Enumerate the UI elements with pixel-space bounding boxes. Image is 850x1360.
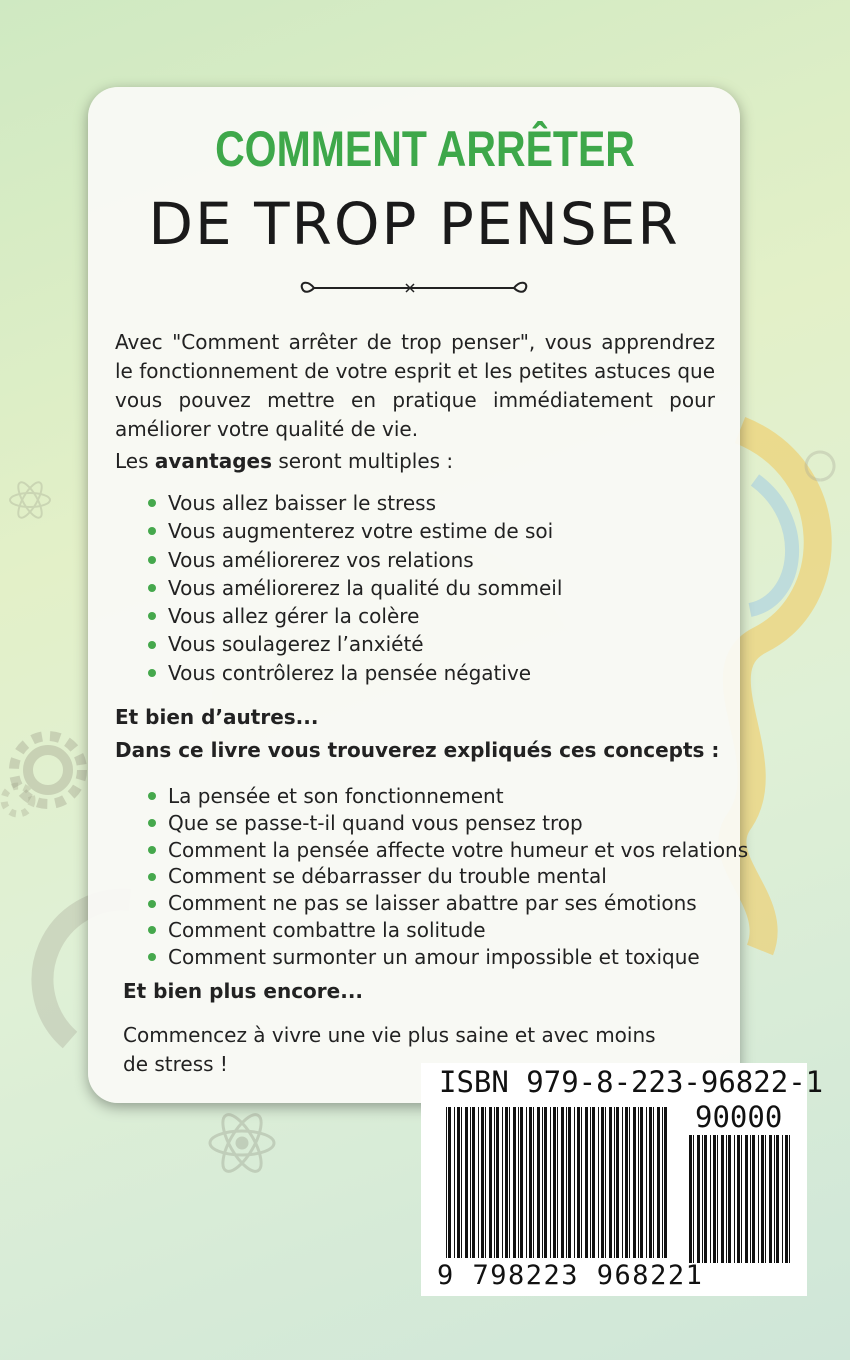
list-item: Vous allez gérer la colère	[148, 602, 562, 630]
barcode-bar	[553, 1107, 556, 1258]
barcode-bar	[726, 1135, 727, 1263]
barcode-bar	[537, 1107, 540, 1258]
barcode-bar	[750, 1135, 751, 1263]
barcode-bar	[601, 1107, 604, 1258]
barcode-bar	[529, 1107, 532, 1258]
barcode-bar	[513, 1107, 516, 1258]
list-item: Comment combattre la solitude	[148, 917, 748, 944]
barcode-bar	[616, 1107, 619, 1258]
barcode-bar	[697, 1135, 700, 1263]
barcode-bar	[481, 1107, 484, 1258]
barcode-bar	[609, 1107, 612, 1258]
ornament-divider	[300, 276, 528, 300]
price-code: 90000	[695, 1100, 783, 1134]
barcode-bar	[496, 1107, 499, 1258]
atom-icon	[210, 1109, 274, 1176]
barcode-bar	[646, 1107, 647, 1258]
barcode-bar	[785, 1135, 788, 1263]
barcode-bar	[745, 1135, 748, 1263]
list-item: Comment la pensée affecte votre humeur et vos relations	[148, 837, 748, 864]
barcode-bar	[470, 1107, 471, 1258]
barcode-bar	[544, 1107, 547, 1258]
barcode-bar	[485, 1107, 486, 1258]
barcode-bar	[653, 1107, 654, 1258]
barcode-bar	[640, 1107, 643, 1258]
list-item: Comment ne pas se laisser abattre par ses émotions	[148, 890, 748, 917]
concepts-list	[148, 783, 748, 971]
barcode-bar	[478, 1107, 479, 1258]
barcode-bar	[664, 1107, 667, 1258]
barcode-bar	[502, 1107, 503, 1258]
list-item: Comment surmonter un amour impossible et toxique	[148, 944, 748, 971]
barcode-bar	[592, 1107, 595, 1258]
barcode-bar	[629, 1107, 630, 1258]
barcode-bar	[741, 1135, 742, 1263]
barcode-bar	[717, 1135, 718, 1263]
barcode-bar	[614, 1107, 615, 1258]
barcode-bar	[581, 1107, 582, 1258]
barcode-bar	[605, 1107, 606, 1258]
barcode-bar	[693, 1135, 694, 1263]
and-more-text: Et bien d’autres...	[115, 705, 319, 729]
barcode-bar	[448, 1107, 451, 1258]
barcode-bar	[737, 1135, 740, 1263]
list-item: La pensée et son fonctionnement	[148, 783, 748, 810]
barcode-bar	[520, 1107, 523, 1258]
barcode-bar	[454, 1107, 455, 1258]
barcode-bar	[721, 1135, 724, 1263]
concepts-heading: Dans ce livre vous trouverez expliqués ces concepts :	[115, 738, 720, 762]
barcode-bar	[542, 1107, 543, 1258]
list-item: Que se passe-t-il quand vous pensez trop	[148, 810, 748, 837]
advantages-intro	[115, 449, 453, 473]
barcode-bar	[633, 1107, 636, 1258]
barcode-bar	[472, 1107, 475, 1258]
much-more-text: Et bien plus encore...	[123, 979, 364, 1003]
closing-paragraph: Commencez à vivre une vie plus saine et avec moins de stress !	[123, 1023, 656, 1076]
barcode-bar	[657, 1107, 660, 1258]
barcode-bar	[526, 1107, 527, 1258]
title-line-2: DE TROP PENSER	[148, 190, 680, 258]
barcode-bar	[574, 1107, 575, 1258]
title-line-1: COMMENT ARRÊTER	[215, 121, 635, 177]
barcode-bar	[494, 1107, 495, 1258]
list-item: Vous soulagerez l’anxiété	[148, 630, 562, 658]
barcode-bar	[446, 1107, 447, 1258]
list-item: Vous allez baisser le stress	[148, 489, 562, 517]
barcode-bar	[734, 1135, 735, 1263]
barcode-bar	[638, 1107, 639, 1258]
atom-icon-small	[10, 479, 50, 521]
barcode-bar	[509, 1107, 510, 1258]
barcode-bar	[782, 1135, 783, 1263]
barcode-bar	[598, 1107, 599, 1258]
barcode-bar	[649, 1107, 652, 1258]
background-swirl-2	[750, 480, 792, 610]
barcode-bar	[550, 1107, 551, 1258]
barcode-bar	[557, 1107, 558, 1258]
list-item: Vous améliorerez la qualité du sommeil	[148, 574, 562, 602]
barcode-bar	[769, 1135, 772, 1263]
barcode-bar	[702, 1135, 703, 1263]
barcode-bar	[461, 1107, 462, 1258]
barcode-bar	[465, 1107, 468, 1258]
barcode-bar	[533, 1107, 534, 1258]
gear-icon	[14, 736, 82, 804]
barcode-bar	[765, 1135, 766, 1263]
isbn-barcode	[421, 1063, 824, 1296]
isbn-label: ISBN 979-8-223-96822-1	[439, 1065, 824, 1099]
barcode-bar	[489, 1107, 492, 1258]
advantages-intro-after: seront multiples :	[271, 449, 454, 473]
barcode-bar	[457, 1107, 460, 1258]
barcode-bar	[622, 1107, 623, 1258]
list-item: Vous contrôlerez la pensée négative	[148, 659, 562, 687]
barcode-bar	[789, 1135, 790, 1263]
barcode-bar	[710, 1135, 711, 1263]
barcode-bar	[704, 1135, 707, 1263]
lightbulb-icon	[806, 452, 834, 480]
ean-digits: 9 798223 968221	[437, 1260, 704, 1291]
barcode-bar	[662, 1107, 663, 1258]
barcode-bar	[590, 1107, 591, 1258]
barcode-bar	[774, 1135, 775, 1263]
barcode-bar	[713, 1135, 716, 1263]
advantages-list	[148, 489, 562, 687]
intro-paragraph: Avec "Comment arrêter de trop penser", vous apprendrez le fonctionnement de votre esprit et les petites astuces que vous pouvez mettre en pratique immédiatement pour améliorer votre qualité de vie.	[115, 330, 715, 441]
addon-bars	[689, 1135, 790, 1263]
list-item: Vous améliorerez vos relations	[148, 546, 562, 574]
barcode-bar	[505, 1107, 508, 1258]
barcode-bar	[568, 1107, 571, 1258]
list-item: Vous augmenterez votre estime de soi	[148, 517, 562, 545]
barcode-bar	[577, 1107, 580, 1258]
barcode-bar	[561, 1107, 564, 1258]
list-item: Comment se débarrasser du trouble mental	[148, 863, 748, 890]
barcode-bar	[728, 1135, 731, 1263]
barcode-bar	[625, 1107, 628, 1258]
barcode-bar	[689, 1135, 692, 1263]
barcode-bar	[776, 1135, 779, 1263]
barcode-bar	[566, 1107, 567, 1258]
advantages-intro-bold: avantages	[154, 449, 272, 473]
advantages-intro-before: Les	[115, 449, 155, 473]
barcode-bar	[761, 1135, 764, 1263]
barcode-bar	[585, 1107, 588, 1258]
barcode-bar	[752, 1135, 755, 1263]
barcode-bar	[518, 1107, 519, 1258]
barcode-bar	[758, 1135, 759, 1263]
ean-bars	[446, 1107, 667, 1258]
